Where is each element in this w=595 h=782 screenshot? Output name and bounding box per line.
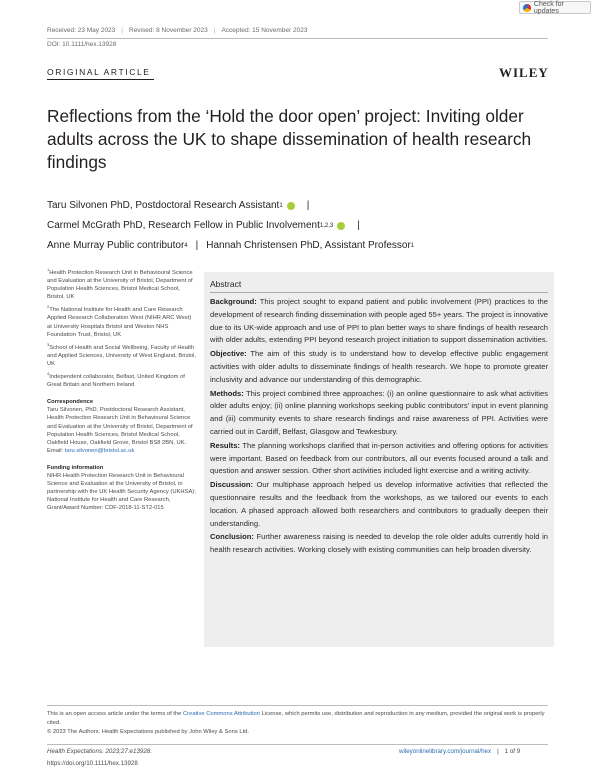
doi: DOI: 10.1111/hex.13928 [47, 41, 117, 48]
doi-url[interactable]: https://doi.org/10.1111/hex.13928 [47, 760, 138, 767]
section-text: Our multiphase approach helped us develop informative activities that reflected the questionnaire results and the feedback from the workshops, as we tailored our events to each location. A phased approach allowed both researchers and contributors to gradually deepen their understanding. [210, 480, 548, 528]
divider [47, 744, 548, 745]
abstract-section [210, 296, 548, 347]
check-for-updates-badge[interactable] [519, 1, 591, 14]
section-label: Results: [210, 440, 240, 450]
section-label: Methods: [210, 388, 244, 398]
section-label: Discussion: [210, 480, 254, 490]
abstract-section [210, 479, 548, 530]
section-text: The aim of this study is to understand how to develop effective public engagement activities with older adults to disseminate findings of health research. We hope to promote greater inclusivity and advance our understanding of this demographic. [210, 349, 548, 384]
separator: | [357, 220, 360, 231]
email-label: Email: [47, 447, 64, 454]
separator: | [497, 748, 499, 755]
affiliation [47, 373, 197, 389]
article-type-underline [47, 79, 154, 80]
separator: | [195, 240, 199, 251]
author-line: Carmel McGrath PhD, Research Fellow in Public Involvement 1,2,3 | [47, 216, 414, 236]
section-text: This project sought to expand patient and public involvement (PPI) practices to the development of research finding dissemination with people aged 55+ years. The project is innovative due to its UK-wide approach and use of PPI to plan better ways to share findings of health research with older adults, extending PPI beyond research project initiation to support dissemination activities. [210, 297, 548, 345]
cc-license-link[interactable]: Creative Commons Attribution [183, 711, 261, 717]
affiliation [47, 341, 197, 368]
affiliation-text: Health Protection Research Unit in Behavioural Science and Evaluation at the University of Bristol, Department of Population Health Sciences, Bristol Medical School, Bristol, UK [47, 270, 193, 301]
check-for-updates-label: Check for updates [533, 0, 564, 15]
publisher-logo: WILEY [499, 65, 549, 80]
copyright: © 2023 The Authors. Health Expectations published by John Wiley & Sons Ltd. [47, 729, 250, 735]
abstract-section [210, 348, 548, 386]
author-list [47, 196, 414, 256]
funding-heading: Funding information [47, 464, 104, 471]
article-type: ORIGINAL ARTICLE [47, 67, 151, 77]
affiliation-sup: 4 [47, 371, 50, 377]
email-link[interactable]: taru.silvonen@bristol.ac.uk [64, 447, 135, 454]
affiliation-sup: 3 [47, 341, 50, 347]
footer-right [399, 748, 520, 755]
section-label: Conclusion: [210, 532, 254, 542]
sidebar-notes [47, 269, 197, 517]
divider [210, 292, 548, 293]
affiliation [47, 269, 197, 301]
journal-site-link[interactable]: wileyonlinelibrary.com/journal/hex [399, 748, 492, 755]
affiliation-text: School of Health and Social Wellbeing, Faculty of Health and Applied Sciences, University of West England, Bristol, UK [47, 344, 197, 367]
divider [47, 38, 548, 39]
affiliation-sup: 1 [47, 267, 50, 273]
affiliation-text: The National Institute for Health and Care Research Applied Research Collaboration West (NIHR ARC West) at University Hospitals Bristol and Weston NHS Foundation Trust, Bristol, UK [47, 307, 192, 338]
received-date: Received: 23 May 2023 [47, 27, 116, 34]
correspondence-text [47, 406, 197, 455]
author-line: Taru Silvonen PhD, Postdoctoral Research Assistant 1 | [47, 196, 414, 216]
section-label: Background: [210, 297, 257, 306]
affiliation-sup: 2 [47, 304, 50, 310]
abstract-section [210, 388, 548, 439]
article-dates [47, 27, 307, 34]
section-label: Objective: [210, 349, 247, 359]
page-number: 1 of 9 [504, 748, 521, 755]
separator: | [306, 200, 310, 211]
author-name: Anne Murray Public contributor [47, 240, 185, 251]
separator: | [213, 27, 216, 34]
license-pre: This is an open access article under the terms of the [47, 711, 182, 717]
divider [47, 705, 548, 706]
abstract-box [204, 272, 554, 647]
accepted-date: Accepted: 15 November 2023 [221, 27, 308, 34]
section-text: This project combined three approaches: (i) an online questionnaire to ask what activities older adults enjoy; (ii) online planning workshops seeking public contributors' input in event planning and (iii) community events to share research findings and raise awareness of PPI. Activities were carried out in Cardiff, Belfast, Glasgow and Tewkesbury. [210, 388, 548, 436]
journal-citation: Health Expectations. 2023;27:e13928. [47, 748, 152, 755]
license-text [47, 710, 552, 737]
author-name: Hannah Christensen PhD, Assistant Professor [206, 240, 411, 251]
correspondence-body: Taru Silvonen, PhD, Postdoctoral Research Assistant, Health Protection Research Unit in Behavioural Science and Evaluation at the University of Bristol, Department of Population Health Sciences, Bristol Medical School, Oakfield House, Oakfield Grove, Bristol BS8 2BN, UK. [47, 407, 193, 446]
abstract-section [210, 440, 548, 478]
author-name: Carmel McGrath PhD, Research Fellow in Public Involvement [47, 220, 320, 231]
revised-date: Revised: 8 November 2023 [129, 27, 208, 34]
correspondence-heading: Correspondence [47, 399, 94, 406]
affiliation-text: Independent collaborator, Belfast, United Kingdom of Great Britain and Northern Ireland [47, 374, 185, 389]
author-line: Anne Murray Public contributor 4 | Hannah Christensen PhD, Assistant Professor 1 [47, 236, 414, 256]
license-post: License, which permits use, distribution and reproduction in any medium, provided the original work is properly cited. [47, 711, 545, 726]
affiliation [47, 306, 197, 338]
author-name: Taru Silvonen PhD, Postdoctoral Research Assistant [47, 200, 280, 211]
orcid-icon[interactable] [337, 222, 345, 230]
separator: | [121, 27, 123, 34]
section-text: The planning workshops clarified that in-person activities and offering options for activities were important. Based on feedback from our contributors, all our events focused around a talk and question and answer session. Other short activities included light exercise and a writing activity. [210, 440, 548, 476]
section-text: Further awareness raising is needed to develop the role older adults currently hold in health research activities. Working closely with existing communities can help broaden diversity. [210, 532, 548, 555]
funding-text: NIHR Health Protection Research Unit in Behavioural Science and Evaluation at the University of Bristol, in partnership with the UK Health Security Agency (UKHSA); National Institute for Health and Care Research, Grant/Award Number: CDF-2018-11-ST2-015 [47, 472, 196, 512]
crossmark-icon [523, 4, 531, 12]
orcid-icon[interactable] [287, 202, 295, 210]
abstract-heading: Abstract [210, 279, 242, 289]
article-title: Reflections from the ‘Hold the door open’ project: Inviting older adults across the UK to shape dissemination of health research findings [47, 106, 532, 172]
abstract-section [210, 531, 548, 557]
